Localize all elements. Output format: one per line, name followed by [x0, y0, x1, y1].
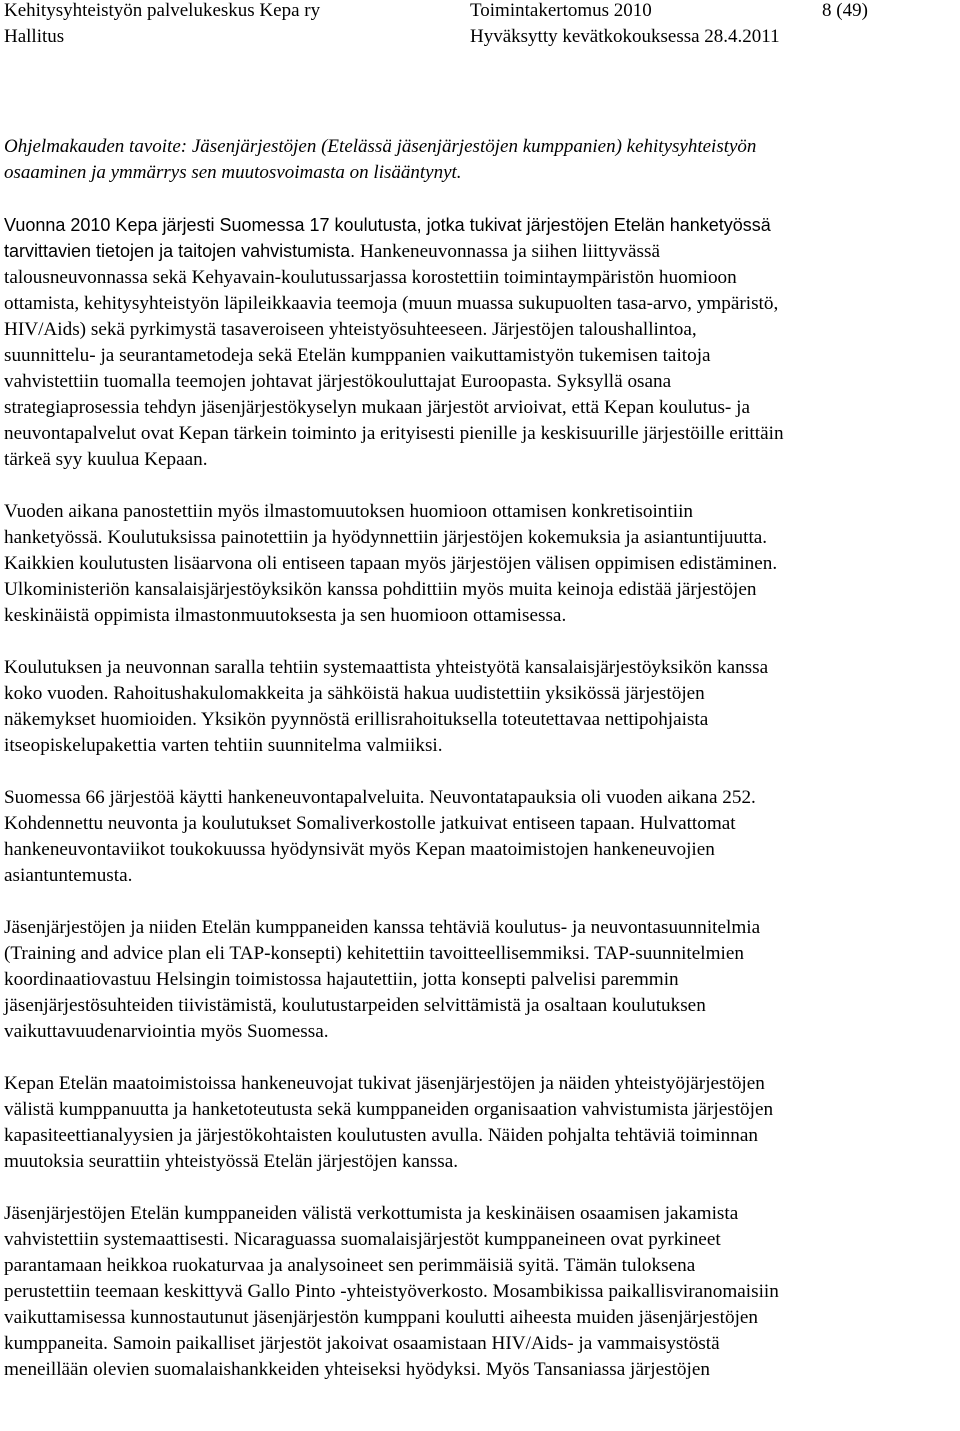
paragraph-line: (Training and advice plan eli TAP-konsepti) kehitettiin tavoitteellisemmiksi. TAP-suunnitelmien [4, 943, 744, 964]
paragraph-line: jäsenjärjestösuhteiden tiivistämistä, koulutustarpeiden selvittämistä ja osaltaan koulutuksen [4, 995, 706, 1016]
paragraph-line: Koulutuksen ja neuvonnan saralla tehtiin systemaattista yhteistyötä kansalaisjärjestöyksikön kanssa [4, 657, 769, 678]
paragraph-line: Jäsenjärjestöjen Etelän kumppaneiden välistä verkottumista ja keskinäisen osaamisen jakamista [4, 1203, 739, 1224]
paragraph-line [4, 238, 956, 265]
header-organization: Kehitysyhteistyön palvelukeskus Kepa ry [4, 0, 321, 21]
paragraph-line: asiantuntemusta. [4, 865, 133, 886]
paragraph-cooperation [4, 655, 956, 759]
paragraph-line: Kepan Etelän maatoimistoissa hankeneuvojat tukivat jäsenjärjestöjen ja näiden yhteistyöjärjestöjen [4, 1073, 765, 1094]
paragraph-line: välistä kumppanuutta ja hanketoteutusta sekä kumppaneiden organisaation vahvistumista järjestöjen [4, 1099, 774, 1120]
paragraph-line: neuvontapalvelut ovat Kepan tärkein toiminto ja erityisesti pienille ja keskisuurille järjestöille erittäin [4, 423, 784, 444]
paragraph-trainings [4, 212, 956, 473]
paragraph-line: HIV/Aids) sekä pyrkimystä tasaveroiseen yhteistyösuhteeseen. Järjestöjen taloushallintoa, [4, 319, 697, 340]
paragraph-line: talousneuvonnassa sekä Kehyavain-koulutussarjassa korostettiin toimintaympäristön huomioon [4, 267, 737, 288]
paragraph-line: Vuoden aikana panostettiin myös ilmastomuutoksen huomioon ottamisen konkretisointiin [4, 501, 693, 522]
paragraph-advisory [4, 785, 956, 889]
header-report-title: Toimintakertomus 2010 [470, 0, 652, 21]
paragraph-line: strategiaprosessia tehdyn jäsenjärjestökyselyn mukaan järjestöt arvioivat, että Kepan koulutus- ja [4, 397, 750, 418]
paragraph-line: parantamaan heikkoa ruokaturvaa ja analysoineet sen perimmäisiä syitä. Tämän tuloksena [4, 1255, 696, 1276]
paragraph-line: muutoksia seurattiin yhteistyössä Etelän järjestöjen kanssa. [4, 1151, 459, 1172]
paragraph-line: Suomessa 66 järjestöä käytti hankeneuvontapalveluita. Neuvontatapauksia oli vuoden aikana 252. [4, 787, 756, 808]
paragraph-line: kapasiteettianalyysien ja järjestökohtaisten koulutusten avulla. Näiden pohjalta tehtäviä toiminnan [4, 1125, 758, 1146]
paragraph-line: koordinaatiovastuu Helsingin toimistossa hajautettiin, jotta konsepti palvelisi paremmin [4, 969, 679, 990]
paragraph-line: vahvistettiin tuomalla teemojen johtavat järjestökouluttajat Euroopasta. Syksyllä osana [4, 371, 672, 392]
paragraph-line: suunnittelu- ja seurantametodeja sekä Etelän kumppanien vaikuttamistyön tukemisen taitoja [4, 345, 711, 366]
paragraph-line: näkemykset huomioiden. Yksikön pyynnöstä erillisrahoituksella toteutettavaa nettipohjaista [4, 709, 709, 730]
objective-line: Ohjelmakauden tavoite: Jäsenjärjestöjen (Etelässä jäsenjärjestöjen kumppanien) kehitysyhteistyön [4, 136, 757, 157]
objective-line: osaaminen ja ymmärrys sen muutosvoimasta on lisääntynyt. [4, 162, 462, 183]
paragraph-line: koko vuoden. Rahoitushakulomakkeita ja sähköistä hakua uudistettiin yksikössä järjestöjen [4, 683, 705, 704]
header-page-number: 8 (49) [822, 0, 868, 21]
paragraph-line: itseopiskelupakettia varten tehtiin suunnitelma valmiiksi. [4, 735, 443, 756]
paragraph-line: ottamista, kehitysyhteistyön läpileikkaavia teemoja (muun muassa sukupuolten tasa-arvo, ympäristö, [4, 293, 779, 314]
program-objective [4, 134, 956, 186]
paragraph-line: perustettiin teemaan keskittyvä Gallo Pinto -yhteistyöverkosto. Mosambikissa paikallisviranomaisiin [4, 1281, 779, 1302]
paragraph-line: vahvistettiin systemaattisesti. Nicaraguassa suomalaisjärjestöt kumppaneineen ovat pyrkineet [4, 1229, 721, 1250]
paragraph-line-part: tarvittavien tietojen ja taitojen vahvistumista. [4, 241, 356, 261]
paragraph-line-part: Hankeneuvonnassa ja siihen liittyvässä [355, 241, 660, 262]
paragraph-line: vaikuttamisessa kunnostautunut jäsenjärjestön kumppani koulutti aiheesta muiden jäsenjärjestöjen [4, 1307, 759, 1328]
paragraph-line: Kohdennettu neuvonta ja koulutukset Somaliverkostolle jatkuivat entiseen tapaan. Hulvattomat [4, 813, 736, 834]
header-department: Hallitus [4, 26, 65, 47]
paragraph-line: Jäsenjärjestöjen ja niiden Etelän kumppaneiden kanssa tehtäviä koulutus- ja neuvontasuunnitelmia [4, 917, 761, 938]
paragraph-climate [4, 499, 956, 629]
paragraph-line: Kaikkien koulutusten lisäarvona oli entiseen tapaan myös järjestöjen välisen oppimisen edistäminen. [4, 553, 778, 574]
header-approval: Hyväksytty kevätkokouksessa 28.4.2011 [470, 26, 780, 47]
paragraph-line: Vuonna 2010 Kepa järjesti Suomessa 17 koulutusta, jotka tukivat järjestöjen Etelän hanketyössä [4, 215, 771, 235]
paragraph-line: meneillään olevien suomalaishankkeiden yhteiseksi hyödyksi. Myös Tansaniassa järjestöjen [4, 1359, 710, 1380]
document-body [4, 134, 956, 1409]
paragraph-tap [4, 915, 956, 1045]
paragraph-line: kumppaneita. Samoin paikalliset järjestöt jakoivat osaamistaan HIV/Aids- ja vammaisystöstä [4, 1333, 720, 1354]
paragraph-line: keskinäistä oppimista ilmastonmuutoksesta ja sen huomioon ottamisessa. [4, 605, 567, 626]
paragraph-line: hankeneuvontaviikot toukokuussa hyödynsivät myös Kepan maatoimistojen hankeneuvojien [4, 839, 715, 860]
paragraph-line: vaikuttavuudenarviointia myös Suomessa. [4, 1021, 329, 1042]
paragraph-line: tärkeä syy kuulua Kepaan. [4, 449, 208, 470]
paragraph-line: hanketyössä. Koulutuksissa painotettiin ja hyödynnettiin järjestöjen kokemuksia ja asiantuntijuutta. [4, 527, 768, 548]
paragraph-networking [4, 1201, 956, 1383]
paragraph-line: Ulkoministeriön kansalaisjärjestöyksikön kanssa pohdittiin myös muita keinoja edistää järjestöjen [4, 579, 757, 600]
paragraph-country-offices [4, 1071, 956, 1175]
